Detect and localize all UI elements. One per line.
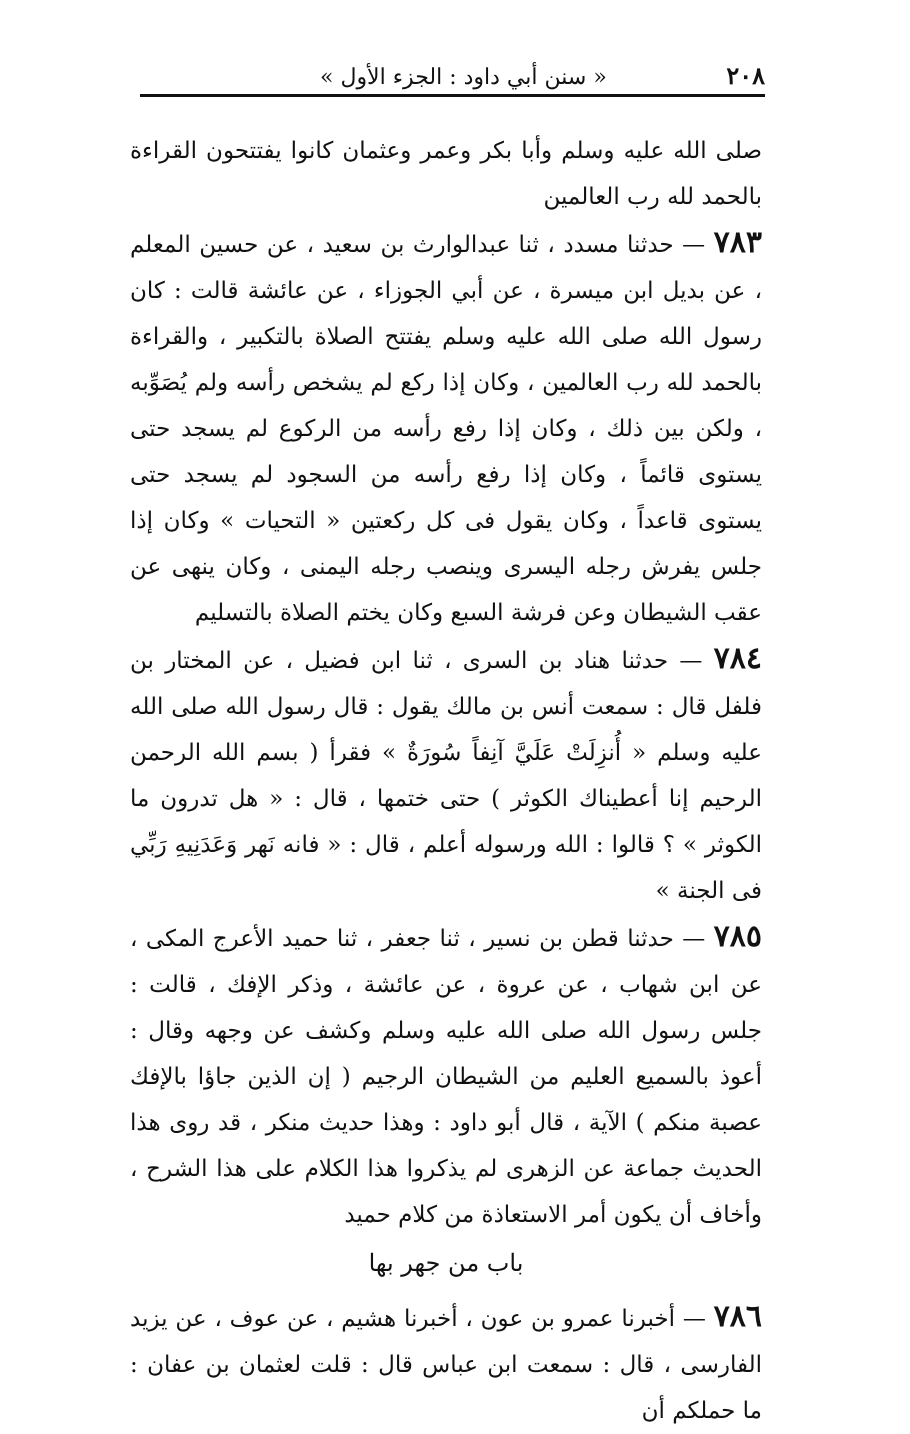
hadith-785 (130, 914, 762, 1238)
hadith-number: ٧٨٦ (713, 1299, 762, 1334)
chapter-heading: باب من جهر بها (368, 1249, 524, 1277)
page-number: ٢٠٨ (726, 61, 765, 90)
paragraph-text: — حدثنا قطن بن نسير ، ثنا جعفر ، ثنا حميد الأعرج المكى ، عن ابن شهاب ، عن عروة ، عن عائشة ، وذكر الإفك ، قالت : جلس رسول الله صلى الله عليه وسلم وكشف عن وجهه وقال : أعوذ بالسميع العليم من الشيطان الرجيم ( إن الذين جاؤا بالإفك عصبة منكم ) الآية ، قال أبو داود : وهذا حديث منكر ، قد روى هذا الحديث جماعة عن الزهرى لم يذكروا هذا الكلام على هذا الشرح ، وأخاف أن يكون أمر الاستعاذة من كلام حميد (130, 926, 762, 1228)
paragraph-text: صلى الله عليه وسلم وأبا بكر وعمر وعثمان كانوا يفتتحون القراءة بالحمد لله رب العالمين (130, 138, 762, 210)
hadith-number: ٧٨٥ (713, 919, 762, 954)
hadith-784 (130, 636, 762, 914)
paragraph-continuation (130, 128, 762, 220)
header-rule (140, 94, 765, 97)
paragraph-text: — حدثنا هناد بن السرى ، ثنا ابن فضيل ، عن المختار بن فلفل قال : سمعت أنس بن مالك يقول : قال رسول الله صلى الله عليه وسلم « أُنزِلَتْ عَلَيَّ آنِفاً سُورَةٌ » فقرأ ( بسم الله الرحمن الرحيم إنا أعطيناك الكوثر ) حتى ختمها ، قال : « هل تدرون ما الكوثر » ؟ قالوا : الله ورسوله أعلم ، قال : « فانه نَهر وَعَدَنِيهِ رَبِّي فى الجنة » (130, 648, 762, 904)
hadith-number: ٧٨٤ (713, 641, 762, 676)
running-title: « سنن أبي داود : الجزء الأول » (320, 65, 607, 90)
hadith-786 (130, 1294, 762, 1434)
paragraph-text: — حدثنا مسدد ، ثنا عبدالوارث بن سعيد ، عن حسين المعلم ، عن بديل ابن ميسرة ، عن أبي الجوزاء ، عن عائشة قالت : كان رسول الله صلى الله عليه وسلم يفتتح الصلاة بالتكبير ، والقراءة بالحمد لله رب العالمين ، وكان إذا ركع لم يشخص رأسه ولم يُصَوِّبه ، ولكن بين ذلك ، وكان إذا رفع رأسه من الركوع لم يسجد حتى يستوى قائماً ، وكان إذا رفع رأسه من السجود لم يسجد حتى يستوى قاعداً ، وكان يقول فى كل ركعتين « التحيات » وكان إذا جلس يفرش رجله اليسرى وينصب رجله اليمنى ، وكان ينهى عن عقب الشيطان وعن فرشة السبع وكان يختم الصلاة بالتسليم (130, 232, 762, 626)
body-text (130, 128, 762, 1434)
hadith-783 (130, 220, 762, 636)
hadith-number: ٧٨٣ (713, 225, 762, 260)
paragraph-text: — أخبرنا عمرو بن عون ، أخبرنا هشيم ، عن عوف ، عن يزيد الفارسى ، قال : سمعت ابن عباس قال : قلت لعثمان بن عفان : ما حملكم أن (130, 1306, 762, 1424)
page-header (140, 56, 765, 90)
